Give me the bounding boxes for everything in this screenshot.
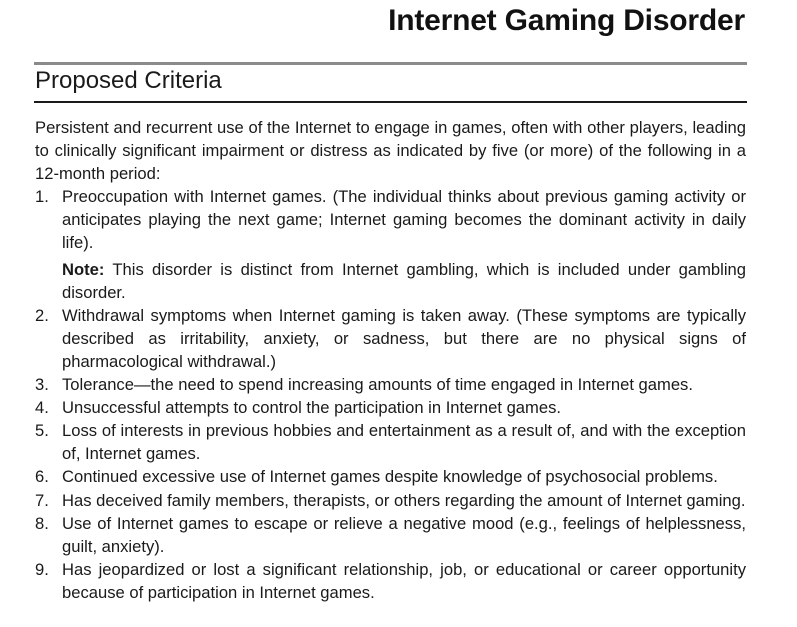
document-title: Internet Gaming Disorder [388, 4, 745, 37]
criterion-text: Loss of interests in previous hobbies and entertainment as a result of, and with the exception of, Internet games. [62, 421, 746, 464]
criterion-5 [35, 419, 746, 465]
criterion-text: Has jeopardized or lost a significant relationship, job, or educational or career opportunity because of participation in Internet games. [62, 559, 746, 602]
criterion-text: Continued excessive use of Internet games despite knowledge of psychosocial problems. [62, 467, 718, 487]
criterion-note [62, 258, 746, 304]
note-text: This disorder is distinct from Internet gambling, which is included under gambling disorder. [62, 259, 746, 302]
section-heading: Proposed Criteria [35, 67, 222, 94]
criterion-text: Has deceived family members, therapists, or others regarding the amount of Internet gaming. [62, 490, 746, 510]
criterion-number: 8. [35, 513, 49, 533]
title-divider [34, 62, 747, 65]
criterion-number: 4. [35, 398, 49, 418]
criterion-3 [35, 373, 746, 396]
criterion-number: 1. [35, 187, 49, 207]
criterion-text: Unsuccessful attempts to control the participation in Internet games. [62, 398, 561, 418]
criterion-2 [35, 304, 746, 373]
criterion-8 [35, 512, 746, 558]
criterion-9 [35, 558, 746, 604]
criterion-number: 9. [35, 559, 49, 579]
intro-paragraph: Persistent and recurrent use of the Internet to engage in games, often with other players, leading to clinically significant impairment or distress as indicated by five (or more) of the following in a 12-month period: [35, 118, 746, 184]
criterion-text: Use of Internet games to escape or relieve a negative mood (e.g., feelings of helplessness, guilt, anxiety). [62, 513, 746, 556]
note-label: Note: [62, 259, 105, 279]
criterion-number: 5. [35, 421, 49, 441]
criterion-text: Tolerance—the need to spend increasing amounts of time engaged in Internet games. [62, 375, 693, 395]
criterion-7 [35, 489, 746, 512]
criteria-body [35, 116, 746, 604]
criterion-4 [35, 396, 746, 419]
criterion-text: Withdrawal symptoms when Internet gaming is taken away. (These symptoms are typically described as irritability, anxiety, or sadness, but there are no physical signs of pharmacological withdrawal.) [62, 305, 746, 371]
criterion-1 [35, 185, 746, 303]
criterion-number: 3. [35, 375, 49, 395]
criterion-number: 7. [35, 490, 49, 510]
criterion-6 [35, 465, 746, 488]
criterion-number: 6. [35, 467, 49, 487]
criterion-number: 2. [35, 305, 49, 325]
criteria-list [35, 185, 746, 604]
criterion-text: Preoccupation with Internet games. (The individual thinks about previous gaming activity or anticipates playing the next game; Internet gaming becomes the dominant activity in daily life). [62, 187, 746, 253]
section-divider [34, 101, 747, 103]
